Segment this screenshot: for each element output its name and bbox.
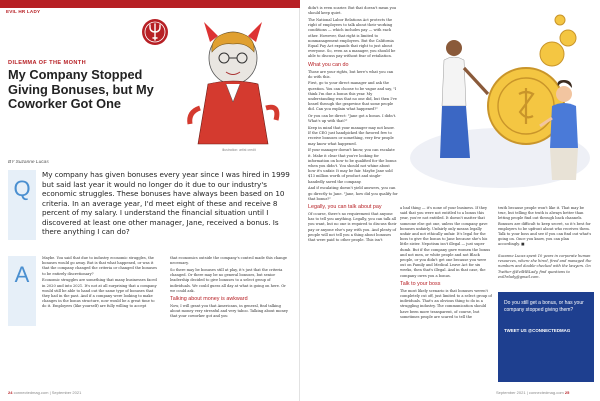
answer-column-2 — [170, 256, 290, 384]
body-column-3 — [498, 206, 592, 252]
body-paragraph: didn't is even scarier. But that doesn't mean you should keep quiet. — [308, 6, 397, 16]
devil-illustration — [180, 12, 286, 148]
body-paragraph: truth because people won't like it. That may be true, but telling the truth is always better than letting people find out through back channels. Bonuses are difficult to keep secret, so it's best for employers to be upfront about who receives them. Talk to your boss and see if you can find out what's going on. Once you know, you can plan accordingly. ■ — [498, 206, 592, 247]
body-paragraph: Of course, there's no requirement that anyone has to tell you anything. Legally, you can talk all you want, but no one is required to discuss their pay or anyone else's pay with you. And plenty of people will not tell you a thing about bonuses that were paid to other people. This isn't — [308, 211, 397, 242]
byline — [8, 160, 49, 165]
body-paragraph: a bad thing — it's none of your business. If they said that you were not entitled to a bonus this year, you're not entitled. It doesn't matter that someone else got one, unless the company gave bonuses unfairly. Unfairly only means legally unfair and not ethically unfair. It's legal for the boss to give the bonus to Jane because she's his little sister. Nepotism isn't illegal — just super dumb. But if the company gave women the bonus and not men, or white people and not Black people, or you didn't get one because you were out on Family and Medical Leave Act for six weeks, then that's illegal. And in that case, the company owes you a bonus. — [400, 206, 491, 278]
tweet-panel — [498, 292, 594, 382]
illustration-credit: illustration: artist credit — [222, 148, 256, 152]
q-letter-panel — [8, 170, 36, 240]
subhead-talk-to-boss: Talk to your boss — [400, 280, 441, 287]
a-letter: A — [14, 262, 30, 287]
answer-paragraph: Now, I will grant you that Americans, in general, find talking about money very stressful and very taboo. Talking about money that your coworker got and you — [170, 303, 288, 319]
header-bar — [0, 0, 300, 8]
a-letter-panel — [8, 256, 36, 326]
answer-paragraph: Economic struggles are something that many businesses faced in 2020 and into 2021. It's not at all surprising that a company would still be able to hand out the same type of bonuses that they had in the past. And if a company were looking to make changes in the bonus structure, now would be a great time to do it. Employees (like yourself) are fully willing to accept — [42, 278, 157, 309]
answer-paragraph: Maybe. You said that due to industry economic struggles, the bonuses would go away. But is that what happened, or was it that the company changed the criteria or changed the bonuses to be entirely discretionary? — [42, 256, 157, 276]
body-paragraph: First, go to your direct manager and ask the question. You can choose to be vague and say, "I think I'm due a bonus this year. My understanding was that no one did, but then I've heard through the grapevine that some people did. Can you explain what happened?" — [308, 81, 397, 112]
section-tag: EVIL HR LADY — [6, 9, 41, 14]
body-column-2 — [400, 206, 492, 386]
answer-paragraph: So there may be bonuses still at play, it's just that the criteria changed. Or there may be no general bonuses, but senior leadership decided to give bonuses to a select group of individuals. We could guess all day at what is going on here. Or we could ask. — [170, 267, 286, 293]
folio-right — [496, 390, 569, 395]
panel-question: Do you still get a bonus, or has your company stopped giving them? — [504, 300, 584, 313]
page-number-right: 25 — [564, 390, 570, 395]
kicker: DILEMMA OF THE MONTH — [8, 60, 87, 66]
answer-paragraph: that economics outside the company's control made this change necessary. — [170, 256, 288, 266]
subhead-talking-money: Talking about money is awkward — [170, 295, 248, 302]
page-title: My Company Stopped Giving Bonuses, but My Coworker Got One — [8, 67, 154, 111]
folio-left-text: connectedmag.com | September 2021 — [13, 390, 82, 395]
byline-text: BY Suzanne Lucas — [8, 160, 49, 165]
author-bio — [498, 254, 592, 290]
body-paragraph: Keep in mind that your manager may not know. If the CEO just handpicked the favored few to receive bonuses or something, very few people may know what happened. — [308, 126, 395, 146]
subhead-legally-talk-pay: Legally, you can talk about pay — [308, 203, 382, 210]
q-letter: Q — [13, 176, 31, 201]
body-paragraph: Or you can be direct: "Jane got a bonus. I didn't. What's up with that?" — [308, 114, 397, 124]
folio-right-text: September 2021 | connectedmag.com — [496, 390, 564, 395]
body-paragraph: If your manager doesn't know, you can escalate it. Make it clear that you're looking for information on how to be qualified for the bonus when you didn't. You should not whine about how it's unfair. It may be fair. Maybe Jane sold $13 million worth of product and single-handedly saved the company. — [308, 148, 397, 184]
body-paragraph: The National Labor Relations Act protects the right of employees to talk about their working conditions — which includes pay — with each other. However, that right is limited to nonmanagement employees. But the California Equal Pay Act expands that right to just about everyone. So, even as a manager, you should be able to discuss pay without fear of retaliation. — [308, 17, 396, 59]
tweet-link[interactable]: TWEET US @CONNECTEDMAG — [504, 328, 571, 333]
subhead-what-you-can-do: What you can do — [308, 61, 349, 68]
author-bio-text: Suzanne Lucas spent 10 years in corporate human resources, where she hired, fired and managed the numbers and double-checked with the lawyers. On Twitter @EvilHRLady, find questions to evilhrlady@gmail.com. — [498, 254, 592, 279]
page-number-left: 24 — [8, 390, 13, 395]
trident-logo-icon — [141, 18, 169, 46]
folio-left — [8, 390, 81, 395]
right-page — [300, 0, 600, 401]
answer-column-1 — [42, 256, 160, 384]
question-text: My company has given bonuses every year since I was hired in 1999 but said last year it would no longer do it due to our industry's economic struggles. These bonuses have always been based on 10 criteria. In an average year, I'd meet eight of these and receive 8 percent of my salary. I understand the financial situation until I discovered at least one other manager, Jane, received a bonus. Is there anything I can do? — [42, 170, 290, 236]
body-column-1 — [308, 6, 398, 386]
body-paragraph: And if escalating doesn't yield answers, you can go directly to Jane. "Jane, how did you qualify for that bonus?" — [308, 186, 398, 201]
body-paragraph: The most likely scenario is that bonuses weren't completely cut off, just limited to a select group of individuals. That's an obvious thing to do in a struggling industry. The communication should have been more transparent, of course, but sometimes people are scared to tell the — [400, 288, 492, 319]
coins-illustration — [400, 8, 596, 198]
body-paragraph: Those are your rights, but here's what you can do with this. — [308, 69, 394, 79]
